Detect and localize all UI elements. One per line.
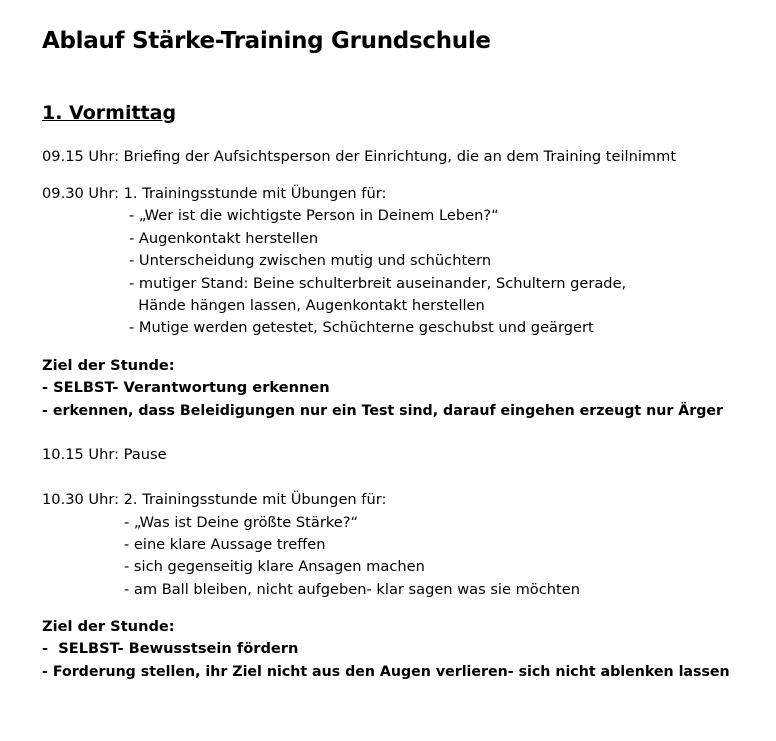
session1-goal: - SELBST- Verantwortung erkennen [42,379,330,396]
session1-goal-title: Ziel der Stunde: [42,357,175,374]
document-title: Ablauf Stärke-Training Grundschule [42,28,491,54]
session2-item: - eine klare Aussage treffen [124,536,326,553]
session2-item: - „Was ist Deine größte Stärke?“ [124,514,359,531]
session2-goal-title: Ziel der Stunde: [42,618,175,635]
session1-header: 09.30 Uhr: 1. Trainingsstunde mit Übungen für: [42,185,387,202]
session1-item: - Unterscheidung zwischen mutig und schüchtern [129,252,492,269]
entry-briefing: 09.15 Uhr: Briefing der Aufsichtsperson der Einrichtung, die an dem Training teilnimmt [42,148,677,165]
session1-item: - Augenkontakt herstellen [129,230,319,247]
session1-item: - mutiger Stand: Beine schulterbreit auseinander, Schultern gerade, [129,275,627,292]
session2-header: 10.30 Uhr: 2. Trainingsstunde mit Übungen für: [42,491,387,508]
session1-goal: - erkennen, dass Beleidigungen nur ein Test sind, darauf eingehen erzeugt nur Ärger [42,403,724,419]
session1-item: - „Wer ist die wichtigste Person in Deinem Leben?“ [129,207,499,224]
session2-item: - am Ball bleiben, nicht aufgeben- klar sagen was sie möchten [124,581,580,598]
entry-pause: 10.15 Uhr: Pause [42,446,167,463]
session1-item: Hände hängen lassen, Augenkontakt herstellen [129,297,485,314]
section-heading-vormittag: 1. Vormittag [42,102,177,124]
session2-goal: - SELBST- Bewusstsein fördern [42,640,299,657]
session2-item: - sich gegenseitig klare Ansagen machen [124,558,425,575]
session2-goal: - Forderung stellen, ihr Ziel nicht aus den Augen verlieren- sich nicht ablenken lassen [42,664,730,680]
session1-item: - Mutige werden getestet, Schüchterne geschubst und geärgert [129,319,594,336]
